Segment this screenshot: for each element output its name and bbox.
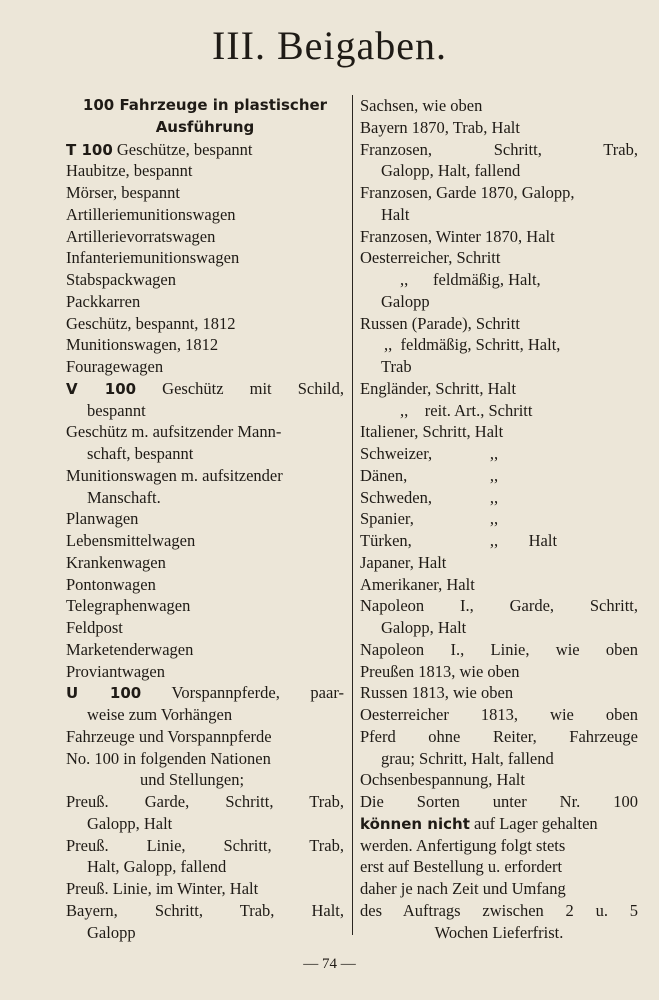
item-text: Halt (528, 531, 558, 550)
item-continuation: Trab (381, 357, 412, 376)
item-u100 (66, 682, 344, 704)
item-text: Preuß. Garde, Schritt, Trab, (66, 792, 344, 811)
item-continuation: Halt (381, 204, 410, 224)
list-item: Lebensmittelwagen (66, 531, 196, 550)
list-item: Ochsenbespannung, Halt (360, 770, 525, 790)
list-item: Amerikaner, Halt (360, 574, 475, 594)
list-item: Feldpost (66, 618, 123, 637)
ditto-mark: ,, (384, 335, 393, 355)
list-item: Sachsen, wie oben (360, 96, 483, 115)
list-item: Marketenderwagen (66, 639, 194, 659)
item-text: Bayern, Schritt, Trab, Halt, (66, 900, 344, 920)
list-item: Preuß. Linie, im Winter, Halt (66, 879, 259, 898)
paragraph-line: und Stellungen; (140, 770, 245, 790)
item-continuation: Galopp (381, 291, 430, 311)
list-item: Engländer, Schritt, Halt (360, 378, 517, 398)
list-item (360, 443, 638, 465)
list-item: Packkarren (66, 291, 141, 311)
list-item: Japaner, Halt (360, 552, 447, 572)
item-continuation: Manschaft. (87, 487, 161, 507)
list-item: Franzosen, Winter 1870, Halt (360, 226, 555, 246)
list-item (360, 465, 638, 487)
item-continuation: Galopp (87, 922, 136, 942)
item-continuation: schaft, bespannt (87, 444, 194, 463)
ditto-mark: ,, (489, 487, 499, 507)
item-continuation: Galopp, Halt (87, 813, 173, 833)
ditto-mark: ,, (400, 400, 409, 420)
list-item: Haubitze, bespannt (66, 161, 193, 181)
list-item: Proviantwagen (66, 661, 165, 681)
list-item: Mörser, bespannt (66, 183, 180, 202)
item-text: reit. Art., Schritt (424, 400, 533, 420)
list-item: Preußen 1813, wie oben (360, 661, 520, 681)
ditto-mark: ,, (400, 270, 409, 289)
note-line (360, 791, 638, 813)
item-list-c (66, 508, 344, 682)
list-item (360, 487, 638, 509)
list-item (360, 595, 638, 617)
item-text: Pferd ohne Reiter, Fahrzeuge (360, 726, 638, 746)
item-text: Geschütze, bespannt (116, 139, 253, 159)
right-column (360, 95, 638, 943)
note-line (360, 813, 638, 835)
item-continuation: Halt, Galopp, fallend (87, 857, 227, 877)
list-item (360, 139, 638, 161)
list-item (360, 530, 638, 552)
item-code: T 100 (66, 140, 113, 159)
list-item (360, 508, 638, 530)
list-item: Munitionswagen m. aufsitzender (66, 465, 283, 485)
ditto-mark: ,, (489, 509, 499, 529)
item-text: feldmäßig, Halt, (433, 270, 541, 289)
item-code: V 100 (66, 379, 137, 398)
note-line: daher je nach Zeit und Umfang (360, 879, 566, 898)
item-t100 (66, 139, 344, 161)
ditto-mark: ,, (489, 465, 499, 485)
list-item (360, 334, 638, 356)
section-title: III. Beigaben. (211, 23, 447, 68)
list-item: Russen (Parade), Schritt (360, 313, 520, 333)
column-divider (352, 95, 353, 935)
item-text: feldmäßig, Schritt, Halt, (400, 335, 561, 355)
list-item (360, 704, 638, 726)
list-item (360, 726, 638, 748)
list-item: Franzosen, Garde 1870, Galopp, (360, 183, 575, 202)
item-text: Schweizer, (360, 444, 433, 463)
paragraph-line: Fahrzeuge und Vorspannpferde (66, 726, 272, 746)
item-text: Napoleon I., Linie, wie oben (360, 639, 638, 659)
ditto-mark: ,, (489, 444, 499, 463)
item-text: Schweden, (360, 487, 432, 507)
list-item: Geschütz m. aufsitzender Mann- (66, 422, 282, 442)
list-item: Planwagen (66, 509, 139, 529)
item-text: Oesterreicher 1813, wie oben (360, 705, 638, 724)
list-item (66, 835, 344, 857)
note-text: des Auftrags zwischen 2 u. 5 (360, 900, 638, 920)
list-item: Fouragewagen (66, 357, 164, 376)
item-continuation: weise zum Vorhängen (87, 705, 233, 724)
list-item: Oesterreicher, Schritt (360, 248, 501, 268)
item-continuation: Galopp, Halt, fallend (381, 161, 521, 181)
item-text: Franzosen, Schritt, Trab, (360, 139, 638, 159)
list-item (360, 639, 638, 661)
item-list-a (66, 160, 344, 378)
item-text: Spanier, (360, 509, 414, 529)
item-text: Geschütz mit Schild, (162, 378, 344, 398)
list-item: Infanteriemunitionswagen (66, 248, 240, 268)
list-item: Artillerievorratswagen (66, 226, 216, 246)
item-text: Türken, (360, 531, 412, 550)
note-line (360, 900, 638, 922)
note-text: auf Lager gehalten (474, 813, 598, 833)
list-item: Russen 1813, wie oben (360, 683, 514, 703)
item-text: Preuß. Linie, Schritt, Trab, (66, 835, 344, 855)
ditto-mark: ,, (489, 531, 499, 550)
list-item: Pontonwagen (66, 574, 156, 594)
note-line: erst auf Bestellung u. erfordert (360, 857, 563, 877)
note-text: Die Sorten unter Nr. 100 (360, 792, 638, 811)
list-item: Italiener, Schritt, Halt (360, 422, 504, 442)
list-item: Telegraphenwagen (66, 596, 191, 616)
left-column (66, 95, 344, 943)
list-item: Artilleriemunitionswagen (66, 204, 236, 224)
item-text: Vorspannpferde, paar- (171, 683, 344, 703)
item-continuation: bespannt (87, 400, 146, 420)
note-line: Wochen Lieferfrist. (434, 922, 564, 942)
item-code: U 100 (66, 684, 142, 703)
page-number: — 74 — (303, 956, 356, 972)
heading-line-1: 100 Fahrzeuge in plastischer (82, 96, 328, 114)
list-item (360, 269, 638, 291)
list-item (66, 900, 344, 922)
item-continuation: Galopp, Halt (381, 618, 467, 637)
note-emphasis: können nicht (360, 814, 470, 833)
list-item (66, 791, 344, 813)
list-item (360, 400, 638, 422)
heading-line-2: Ausführung (155, 117, 255, 136)
item-text: Napoleon I., Garde, Schritt, (360, 596, 638, 616)
list-item: Stabspackwagen (66, 270, 176, 289)
list-item: Geschütz, bespannt, 1812 (66, 313, 236, 333)
list-item: Bayern 1870, Trab, Halt (360, 117, 520, 137)
item-text: Dänen, (360, 465, 408, 485)
list-item: Munitionswagen, 1812 (66, 335, 219, 355)
paragraph-line: No. 100 in folgenden Nationen (66, 748, 271, 768)
list-item: Krankenwagen (66, 552, 166, 572)
item-continuation: grau; Schritt, Halt, fallend (381, 748, 554, 768)
note-line: werden. Anfertigung folgt stets (360, 835, 566, 855)
item-v100 (66, 378, 344, 400)
